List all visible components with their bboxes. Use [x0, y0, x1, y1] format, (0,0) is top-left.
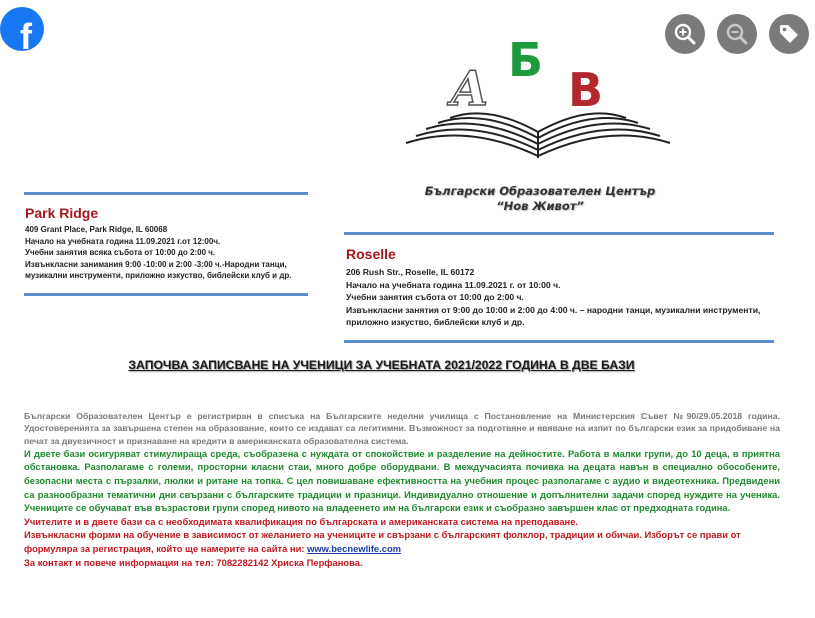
park-ridge-extracurricular-cont: музикални инструменти, приложно изкуство, библейски клуб и др. [25, 271, 292, 280]
logo-letter-a: А [450, 61, 490, 117]
park-ridge-classes: Учебни занятия всяка събота от 10:00 до 2:00 ч. [25, 248, 216, 257]
park-ridge-extracurricular: Извънкласни занимания 9:00 -10:00 и 2:00 -3:00 ч.-Народни танци, [25, 259, 287, 269]
zoom-out-button[interactable] [717, 14, 757, 54]
logo-caption-line1: Български Образователен Център [424, 184, 656, 198]
roselle-title: Roselle [346, 246, 396, 262]
environment-paragraph: И двете бази осигуряват стимулираща среда, съобразена с нуждата от спокойствие и разделение на дейностите. Работа в малки групи, до 10 деца, в приятна обстановка. Разполагаме с големи, просторни класни стаи, много добре оборудвани. В междучасията почивка на децата навън в специално обособените, безопасни места с пързалки, люлки и ритане на топка. С цел повишаване ефективността на учебния процес разполагаме с аудио и видеотехника. Предвидени са разнообразни тематични дни свързани с българските традиции и празници. Индивидуално отношение и допълнителни задачи според нуждите на ученика. Учениците се обучават във възрастови групи според нивото на владеенето им на български език и съобразно завършен клас от предходната година. [24, 447, 780, 514]
park-ridge-start-date: Начало на учебната година 11.09.2021 г.от 12:00ч. [25, 236, 221, 246]
open-book-icon [406, 113, 670, 158]
park-ridge-title: Park Ridge [25, 205, 99, 221]
park-ridge-bottom-divider [24, 293, 308, 296]
logo-letter-b: Б [508, 33, 544, 87]
enrollment-headline: ЗАПОЧВА ЗАПИСВАНЕ НА УЧЕНИЦИ ЗА УЧЕБНАТА 2021/2022 ГОДИНА В ДВЕ БАЗИ [128, 358, 635, 372]
park-ridge-address: 409 Grant Place, Park Ridge, IL 60068 [25, 225, 168, 234]
roselle-address: 206 Rush Str., Roselle, IL 60172 [346, 267, 475, 277]
registration-paragraph: Български Образователен Център е регистриран в списъка на Българските неделни училища с Постановление на Министерския Съвет №90/29.05.2018 година. Удостоверенията за завършена степен на образование, които се издават са легитимни. Възможност за подготвяне и явяване на изпит по български език за придобиване на печат за двуезичност и признаване на кредити в американската образователна система. [24, 411, 780, 446]
body-text [24, 410, 780, 569]
teachers-paragraph: Учителите и в двете бази са с необходимата квалификация по българската и американската система на преподаване. [24, 515, 579, 527]
roselle-bottom-divider [344, 340, 774, 343]
logo-caption-line2: “Нов Живот” [496, 199, 584, 213]
park-ridge-top-divider [24, 192, 308, 195]
website-link[interactable]: www.becnewlife.com [307, 543, 402, 555]
logo-letter-v: В [568, 63, 604, 117]
tag-icon [777, 22, 801, 46]
roselle-details [346, 266, 760, 329]
roselle-classes: Учебни занятия събота от 10:00 до 2:00 ч. [346, 292, 524, 303]
roselle-start-date: Начало на учебната година 11.09.2021 г. от 10:00 ч. [346, 279, 561, 290]
contact-period: . [359, 556, 363, 568]
logo-caption [404, 184, 676, 214]
zoom-out-icon [725, 22, 749, 46]
roselle-extracurricular: Извънкласни занятия от 9:00 до 10:00 и 2:00 до 4:00 ч. – народни танци, музикални инструменти, [346, 304, 761, 315]
tag-button[interactable] [769, 14, 809, 54]
park-ridge-details [25, 224, 292, 282]
extracurricular-forms-paragraph [24, 528, 780, 555]
roselle-top-divider [344, 232, 774, 235]
roselle-extracurricular-cont: приложно изкуство, библейски клуб и др. [346, 317, 525, 328]
contact-text: За контакт и повече информация на тел: 7082282142 Хриска Перфанова [24, 556, 360, 568]
contact-paragraph [24, 556, 780, 570]
forms-text: Извънкласни форми на обучение в зависимост от желанието на учениците и свързани с българският фолклор, традиции и обичаи. Изборът се прави от формуляра за регистрация, който ще намерите на сайта ни: [24, 529, 741, 555]
facebook-icon[interactable]: f [0, 7, 44, 51]
